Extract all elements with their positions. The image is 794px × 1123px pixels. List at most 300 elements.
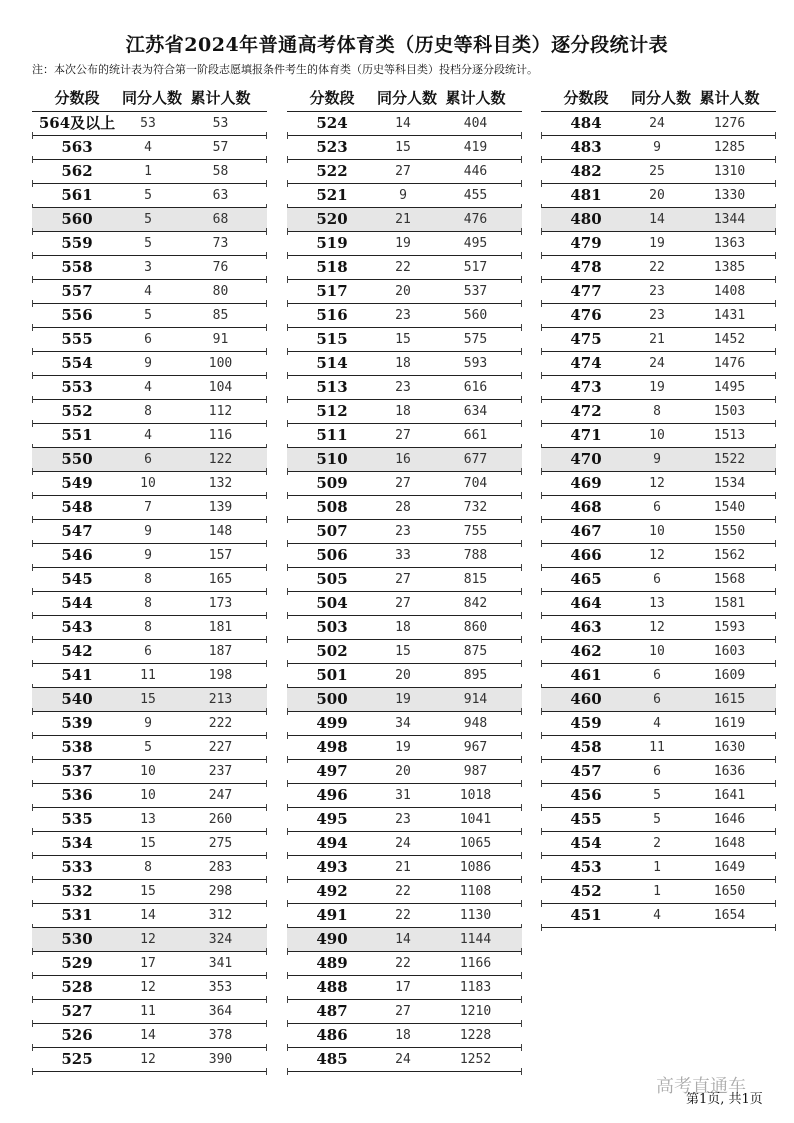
score-cell: 519 [316,234,348,252]
count-cell: 18 [395,356,411,371]
score-cell: 458 [570,738,602,756]
table-row [541,736,776,760]
score-table-2 [287,85,522,1072]
table-row [541,160,776,184]
table-row [287,448,522,472]
score-cell: 494 [316,834,348,852]
table-row [541,904,776,928]
score-cell: 556 [61,306,93,324]
count-cell: 31 [395,788,411,803]
score-cell: 507 [316,522,348,540]
table-row [32,640,267,664]
cumulative-cell: 237 [208,764,233,779]
count-cell: 19 [649,236,665,251]
table-row [32,592,267,616]
cumulative-cell: 537 [463,284,488,299]
cumulative-cell: 1210 [459,1004,492,1019]
count-cell: 9 [653,452,661,467]
score-cell: 516 [316,306,348,324]
table-row [287,856,522,880]
count-cell: 10 [140,764,156,779]
count-cell: 33 [395,548,411,563]
score-cell: 535 [61,810,93,828]
count-cell: 9 [399,188,407,203]
score-cell: 522 [316,162,348,180]
count-cell: 4 [144,380,152,395]
score-cell: 463 [570,618,602,636]
cumulative-cell: 987 [463,764,488,779]
cumulative-cell: 560 [463,308,488,323]
table-row [541,424,776,448]
score-cell: 546 [61,546,93,564]
score-cell: 547 [61,522,93,540]
count-cell: 4 [653,908,661,923]
count-cell: 4 [144,428,152,443]
score-cell: 482 [570,162,602,180]
table-row [541,184,776,208]
score-cell: 497 [316,762,348,780]
count-cell: 19 [395,740,411,755]
table-row [32,1000,267,1024]
cumulative-cell: 1636 [713,764,746,779]
table-row [287,160,522,184]
score-cell: 530 [61,930,93,948]
table-row [541,544,776,568]
score-cell: 460 [570,690,602,708]
score-cell: 528 [61,978,93,996]
count-cell: 6 [653,764,661,779]
table-row [287,184,522,208]
score-cell: 511 [316,426,348,444]
cumulative-cell: 283 [208,860,233,875]
table-row [32,664,267,688]
cumulative-cell: 1646 [713,812,746,827]
table-row [32,424,267,448]
score-cell: 549 [61,474,93,492]
cumulative-cell: 148 [208,524,233,539]
cumulative-cell: 1183 [459,980,492,995]
count-cell: 1 [653,860,661,875]
score-cell: 468 [570,498,602,516]
table-row [287,952,522,976]
count-cell: 12 [649,476,665,491]
cumulative-cell: 85 [212,308,229,323]
score-cell: 500 [316,690,348,708]
cumulative-cell: 419 [463,140,488,155]
score-cell: 489 [316,954,348,972]
cumulative-cell: 914 [463,692,488,707]
table-row [541,376,776,400]
score-cell: 544 [61,594,93,612]
count-cell: 4 [144,140,152,155]
table-row [32,760,267,784]
table-row [287,616,522,640]
score-cell: 533 [61,858,93,876]
cumulative-cell: 1619 [713,716,746,731]
count-cell: 19 [649,380,665,395]
score-cell: 514 [316,354,348,372]
score-cell: 550 [61,450,93,468]
count-cell: 5 [144,308,152,323]
score-cell: 554 [61,354,93,372]
cumulative-cell: 1615 [713,692,746,707]
score-cell: 499 [316,714,348,732]
cumulative-cell: 80 [212,284,229,299]
cumulative-cell: 112 [208,404,233,419]
score-cell: 451 [570,906,602,924]
table-header [541,85,776,112]
cumulative-cell: 842 [463,596,488,611]
cumulative-header: 累计人数 [190,89,251,107]
score-cell: 456 [570,786,602,804]
cumulative-cell: 661 [463,428,488,443]
cumulative-cell: 446 [463,164,488,179]
score-cell: 503 [316,618,348,636]
cumulative-cell: 1086 [459,860,492,875]
score-cell: 552 [61,402,93,420]
cumulative-cell: 1276 [713,116,746,131]
cumulative-cell: 364 [208,1004,233,1019]
table-row [32,904,267,928]
cumulative-cell: 1513 [713,428,746,443]
table-header [32,85,267,112]
table-row [541,472,776,496]
table-row [287,712,522,736]
count-cell: 10 [649,644,665,659]
score-cell: 520 [316,210,348,228]
cumulative-cell: 1108 [459,884,492,899]
table-row [32,496,267,520]
count-cell: 22 [395,884,411,899]
score-cell: 504 [316,594,348,612]
score-cell: 525 [61,1050,93,1068]
score-cell: 536 [61,786,93,804]
table-row [287,280,522,304]
count-cell: 15 [395,332,411,347]
count-cell: 9 [144,548,152,563]
table-row [541,328,776,352]
cumulative-cell: 1144 [459,932,492,947]
table-row [287,208,522,232]
score-cell: 545 [61,570,93,588]
score-cell: 479 [570,234,602,252]
cumulative-cell: 378 [208,1028,233,1043]
cumulative-cell: 1310 [713,164,746,179]
count-cell: 7 [144,500,152,515]
count-cell: 21 [395,860,411,875]
count-cell: 24 [395,1052,411,1067]
score-cell: 501 [316,666,348,684]
cumulative-cell: 1065 [459,836,492,851]
count-cell: 21 [395,212,411,227]
table-row [32,976,267,1000]
score-cell: 483 [570,138,602,156]
cumulative-cell: 1018 [459,788,492,803]
score-cell: 526 [61,1026,93,1044]
count-cell: 24 [395,836,411,851]
score-cell: 455 [570,810,602,828]
count-cell: 27 [395,428,411,443]
table-row [287,520,522,544]
cumulative-cell: 1330 [713,188,746,203]
cumulative-cell: 122 [208,452,233,467]
table-row [541,592,776,616]
count-cell: 22 [395,908,411,923]
table-row [287,472,522,496]
cumulative-cell: 227 [208,740,233,755]
cumulative-cell: 165 [208,572,233,587]
table-row [287,760,522,784]
table-row [541,856,776,880]
table-row [541,808,776,832]
table-row [287,640,522,664]
count-cell: 5 [653,788,661,803]
table-row [32,256,267,280]
cumulative-cell: 1495 [713,380,746,395]
cumulative-cell: 390 [208,1052,233,1067]
count-cell: 6 [653,692,661,707]
cumulative-cell: 616 [463,380,488,395]
count-cell: 18 [395,620,411,635]
cumulative-cell: 495 [463,236,488,251]
score-cell: 475 [570,330,602,348]
count-cell: 8 [144,572,152,587]
cumulative-cell: 91 [212,332,229,347]
cumulative-cell: 704 [463,476,488,491]
table-row [32,520,267,544]
table-row [287,376,522,400]
count-cell: 5 [653,812,661,827]
score-cell: 538 [61,738,93,756]
score-cell: 539 [61,714,93,732]
cumulative-cell: 157 [208,548,233,563]
count-cell: 15 [140,884,156,899]
count-cell: 4 [653,716,661,731]
cumulative-cell: 260 [208,812,233,827]
score-cell: 498 [316,738,348,756]
cumulative-cell: 1166 [459,956,492,971]
cumulative-cell: 1285 [713,140,746,155]
table-row [541,664,776,688]
table-row [32,688,267,712]
cumulative-cell: 63 [212,188,229,203]
cumulative-cell: 1630 [713,740,746,755]
table-row [32,208,267,232]
cumulative-cell: 1581 [713,596,746,611]
table-row [541,112,776,136]
count-cell: 20 [395,764,411,779]
cumulative-cell: 1431 [713,308,746,323]
count-cell: 12 [649,548,665,563]
table-row [287,544,522,568]
score-cell: 551 [61,426,93,444]
table-row [32,1024,267,1048]
count-cell: 1 [144,164,152,179]
score-header: 分数段 [54,89,100,107]
count-cell: 11 [140,668,156,683]
cumulative-cell: 1534 [713,476,746,491]
count-cell: 14 [140,1028,156,1043]
count-cell: 27 [395,596,411,611]
score-cell: 532 [61,882,93,900]
score-cell: 561 [61,186,93,204]
cumulative-cell: 104 [208,380,233,395]
count-cell: 24 [649,116,665,131]
cumulative-cell: 341 [208,956,233,971]
count-cell: 15 [395,140,411,155]
score-cell: 469 [570,474,602,492]
table-row [287,400,522,424]
cumulative-cell: 1228 [459,1028,492,1043]
score-cell: 515 [316,330,348,348]
table-row [32,832,267,856]
count-cell: 10 [140,476,156,491]
count-cell: 13 [649,596,665,611]
cumulative-cell: 575 [463,332,488,347]
cumulative-cell: 948 [463,716,488,731]
count-cell: 9 [653,140,661,155]
table-row [541,232,776,256]
table-row [287,1048,522,1072]
score-cell: 467 [570,522,602,540]
count-cell: 8 [144,860,152,875]
score-table-1 [32,85,267,1072]
cumulative-cell: 895 [463,668,488,683]
score-table-3 [541,85,776,928]
count-cell: 10 [649,524,665,539]
page-number: 第1页, 共1页 [686,1092,763,1107]
score-cell: 553 [61,378,93,396]
count-cell: 18 [395,1028,411,1043]
score-cell: 462 [570,642,602,660]
table-row [32,712,267,736]
count-cell: 4 [144,284,152,299]
table-row [32,136,267,160]
score-cell: 509 [316,474,348,492]
count-cell: 20 [395,668,411,683]
table-row [32,880,267,904]
cumulative-cell: 634 [463,404,488,419]
cumulative-cell: 1130 [459,908,492,923]
table-row [32,352,267,376]
score-cell: 508 [316,498,348,516]
count-cell: 15 [140,836,156,851]
count-cell: 53 [140,116,156,131]
cumulative-cell: 476 [463,212,488,227]
table-row [541,784,776,808]
cumulative-cell: 222 [208,716,233,731]
table-row [541,280,776,304]
table-row [32,1048,267,1072]
table-row [541,712,776,736]
count-cell: 9 [144,716,152,731]
score-cell: 474 [570,354,602,372]
table-row [287,328,522,352]
count-cell: 17 [140,956,156,971]
count-cell: 15 [140,692,156,707]
count-cell: 2 [653,836,661,851]
cumulative-cell: 1385 [713,260,746,275]
count-cell: 3 [144,260,152,275]
cumulative-cell: 57 [212,140,229,155]
score-cell: 531 [61,906,93,924]
cumulative-cell: 1609 [713,668,746,683]
score-cell: 481 [570,186,602,204]
count-cell: 14 [395,116,411,131]
cumulative-cell: 132 [208,476,233,491]
table-row [287,1000,522,1024]
cumulative-cell: 593 [463,356,488,371]
count-cell: 27 [395,476,411,491]
score-cell: 486 [316,1026,348,1044]
cumulative-cell: 139 [208,500,233,515]
table-row [287,928,522,952]
score-cell: 558 [61,258,93,276]
cumulative-cell: 247 [208,788,233,803]
score-cell: 457 [570,762,602,780]
cumulative-cell: 1252 [459,1052,492,1067]
count-cell: 14 [140,908,156,923]
score-cell: 563 [61,138,93,156]
count-cell: 5 [144,236,152,251]
count-cell: 18 [395,404,411,419]
table-row [541,256,776,280]
table-row [287,592,522,616]
count-cell: 8 [653,404,661,419]
count-cell: 10 [649,428,665,443]
score-cell: 502 [316,642,348,660]
cumulative-cell: 1648 [713,836,746,851]
count-cell: 28 [395,500,411,515]
score-cell: 485 [316,1050,348,1068]
cumulative-cell: 68 [212,212,229,227]
cumulative-cell: 1650 [713,884,746,899]
table-row [32,856,267,880]
cumulative-cell: 353 [208,980,233,995]
cumulative-cell: 298 [208,884,233,899]
table-row [541,496,776,520]
score-cell: 476 [570,306,602,324]
count-cell: 34 [395,716,411,731]
table-row [287,832,522,856]
cumulative-cell: 73 [212,236,229,251]
count-cell: 23 [395,380,411,395]
count-cell: 8 [144,620,152,635]
score-cell: 562 [61,162,93,180]
count-cell: 20 [649,188,665,203]
count-cell: 20 [395,284,411,299]
table-row [32,544,267,568]
table-row [287,304,522,328]
table-row [541,832,776,856]
table-row [541,880,776,904]
score-cell: 555 [61,330,93,348]
score-cell: 452 [570,882,602,900]
cumulative-cell: 1344 [713,212,746,227]
table-row [541,136,776,160]
table-row [541,208,776,232]
score-cell: 537 [61,762,93,780]
score-cell: 557 [61,282,93,300]
count-header: 同分人数 [631,89,692,107]
count-cell: 11 [649,740,665,755]
count-cell: 11 [140,1004,156,1019]
count-cell: 6 [144,332,152,347]
count-cell: 19 [395,692,411,707]
cumulative-cell: 1503 [713,404,746,419]
table-row [541,688,776,712]
table-row [541,616,776,640]
